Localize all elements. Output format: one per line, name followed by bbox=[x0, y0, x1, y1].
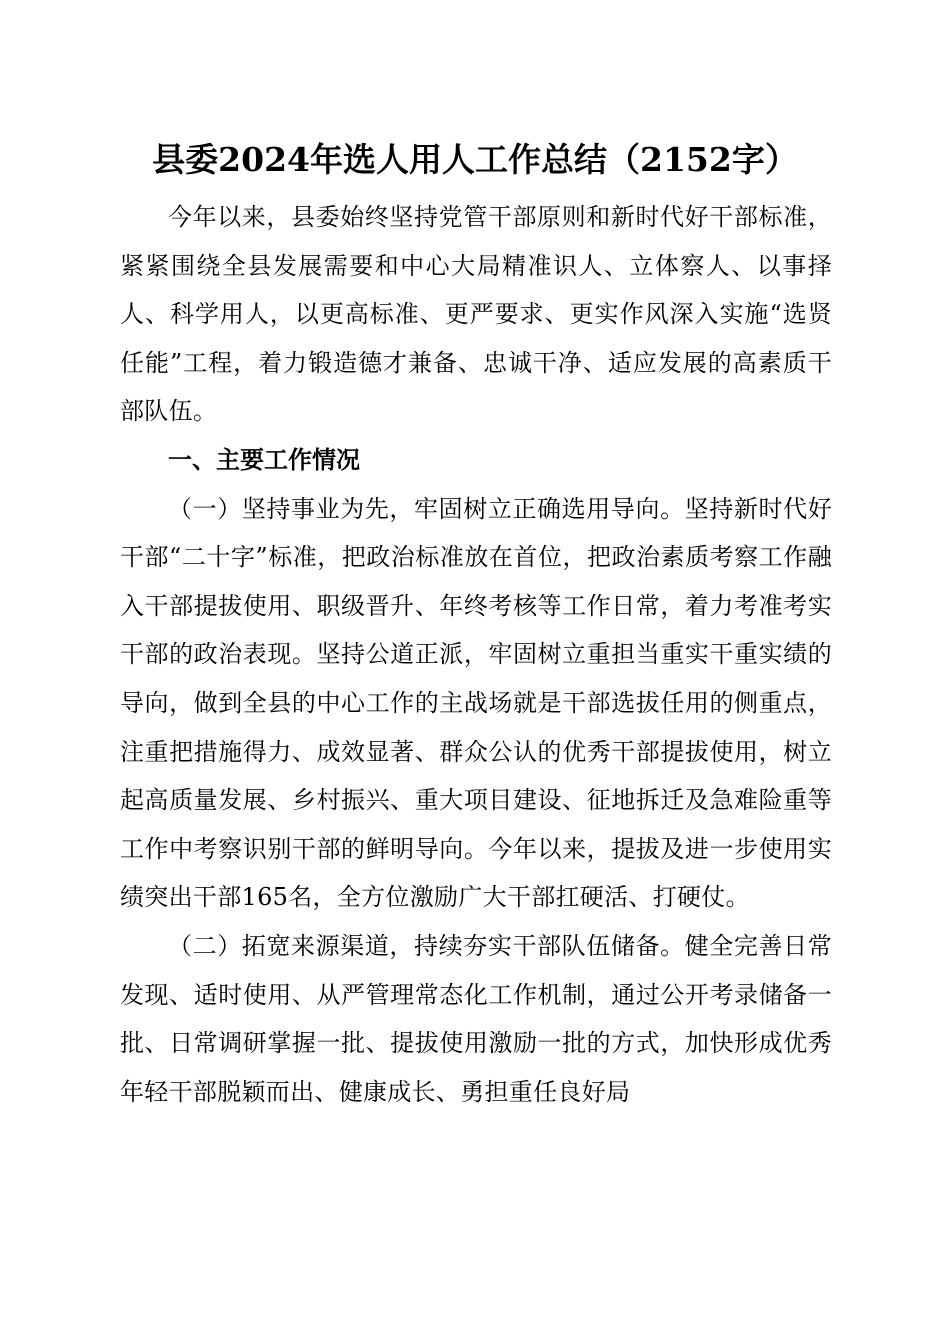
document-title: 县委2024年选人用人工作总结（2152字） bbox=[152, 140, 798, 179]
section-heading: 一、主要工作情况 bbox=[168, 445, 360, 474]
document-body bbox=[120, 193, 832, 1116]
section-paragraph-1: （一）坚持事业为先，牢固树立正确选用导向。坚持新时代好干部“二十字”标准，把政治标准放在首位，把政治素质考察工作融入干部提拔使用、职级晋升、年终考核等工作日常，着力考准考实干部的政治表现。坚持公道正派，牢固树立重担当重实干重实绩的导向，做到全县的中心工作的主战场就是干部选拔任用的侧重点，注重把措施得力、成效显著、群众公认的优秀干部提拔使用，树立起高质量发展、乡村振兴、重大项目建设、征地拆迁及急难险重等工作中考察识别干部的鲜明导向。今年以来，提拔及进一步使用实绩突出干部165名，全方位激励广大干部扛硬活、打硬仗。 bbox=[120, 494, 832, 912]
intro-paragraph: 今年以来，县委始终坚持党管干部原则和新时代好干部标准，紧紧围绕全县发展需要和中心大局精准识人、立体察人、以事择人、科学用人，以更高标准、更严要求、更实作风深入实施“选贤任能”工程，着力锻造德才兼备、忠诚干净、适应发展的高素质干部队伍。 bbox=[120, 203, 832, 426]
section-paragraph-2: （二）拓宽来源渠道，持续夯实干部队伍储备。健全完善日常发现、适时使用、从严管理常态化工作机制，通过公开考录储备一批、日常调研掌握一批、提拔使用激励一批的方式，加快形成优秀年轻干部脱颖而出、健康成长、勇担重任良好局 bbox=[120, 931, 832, 1106]
